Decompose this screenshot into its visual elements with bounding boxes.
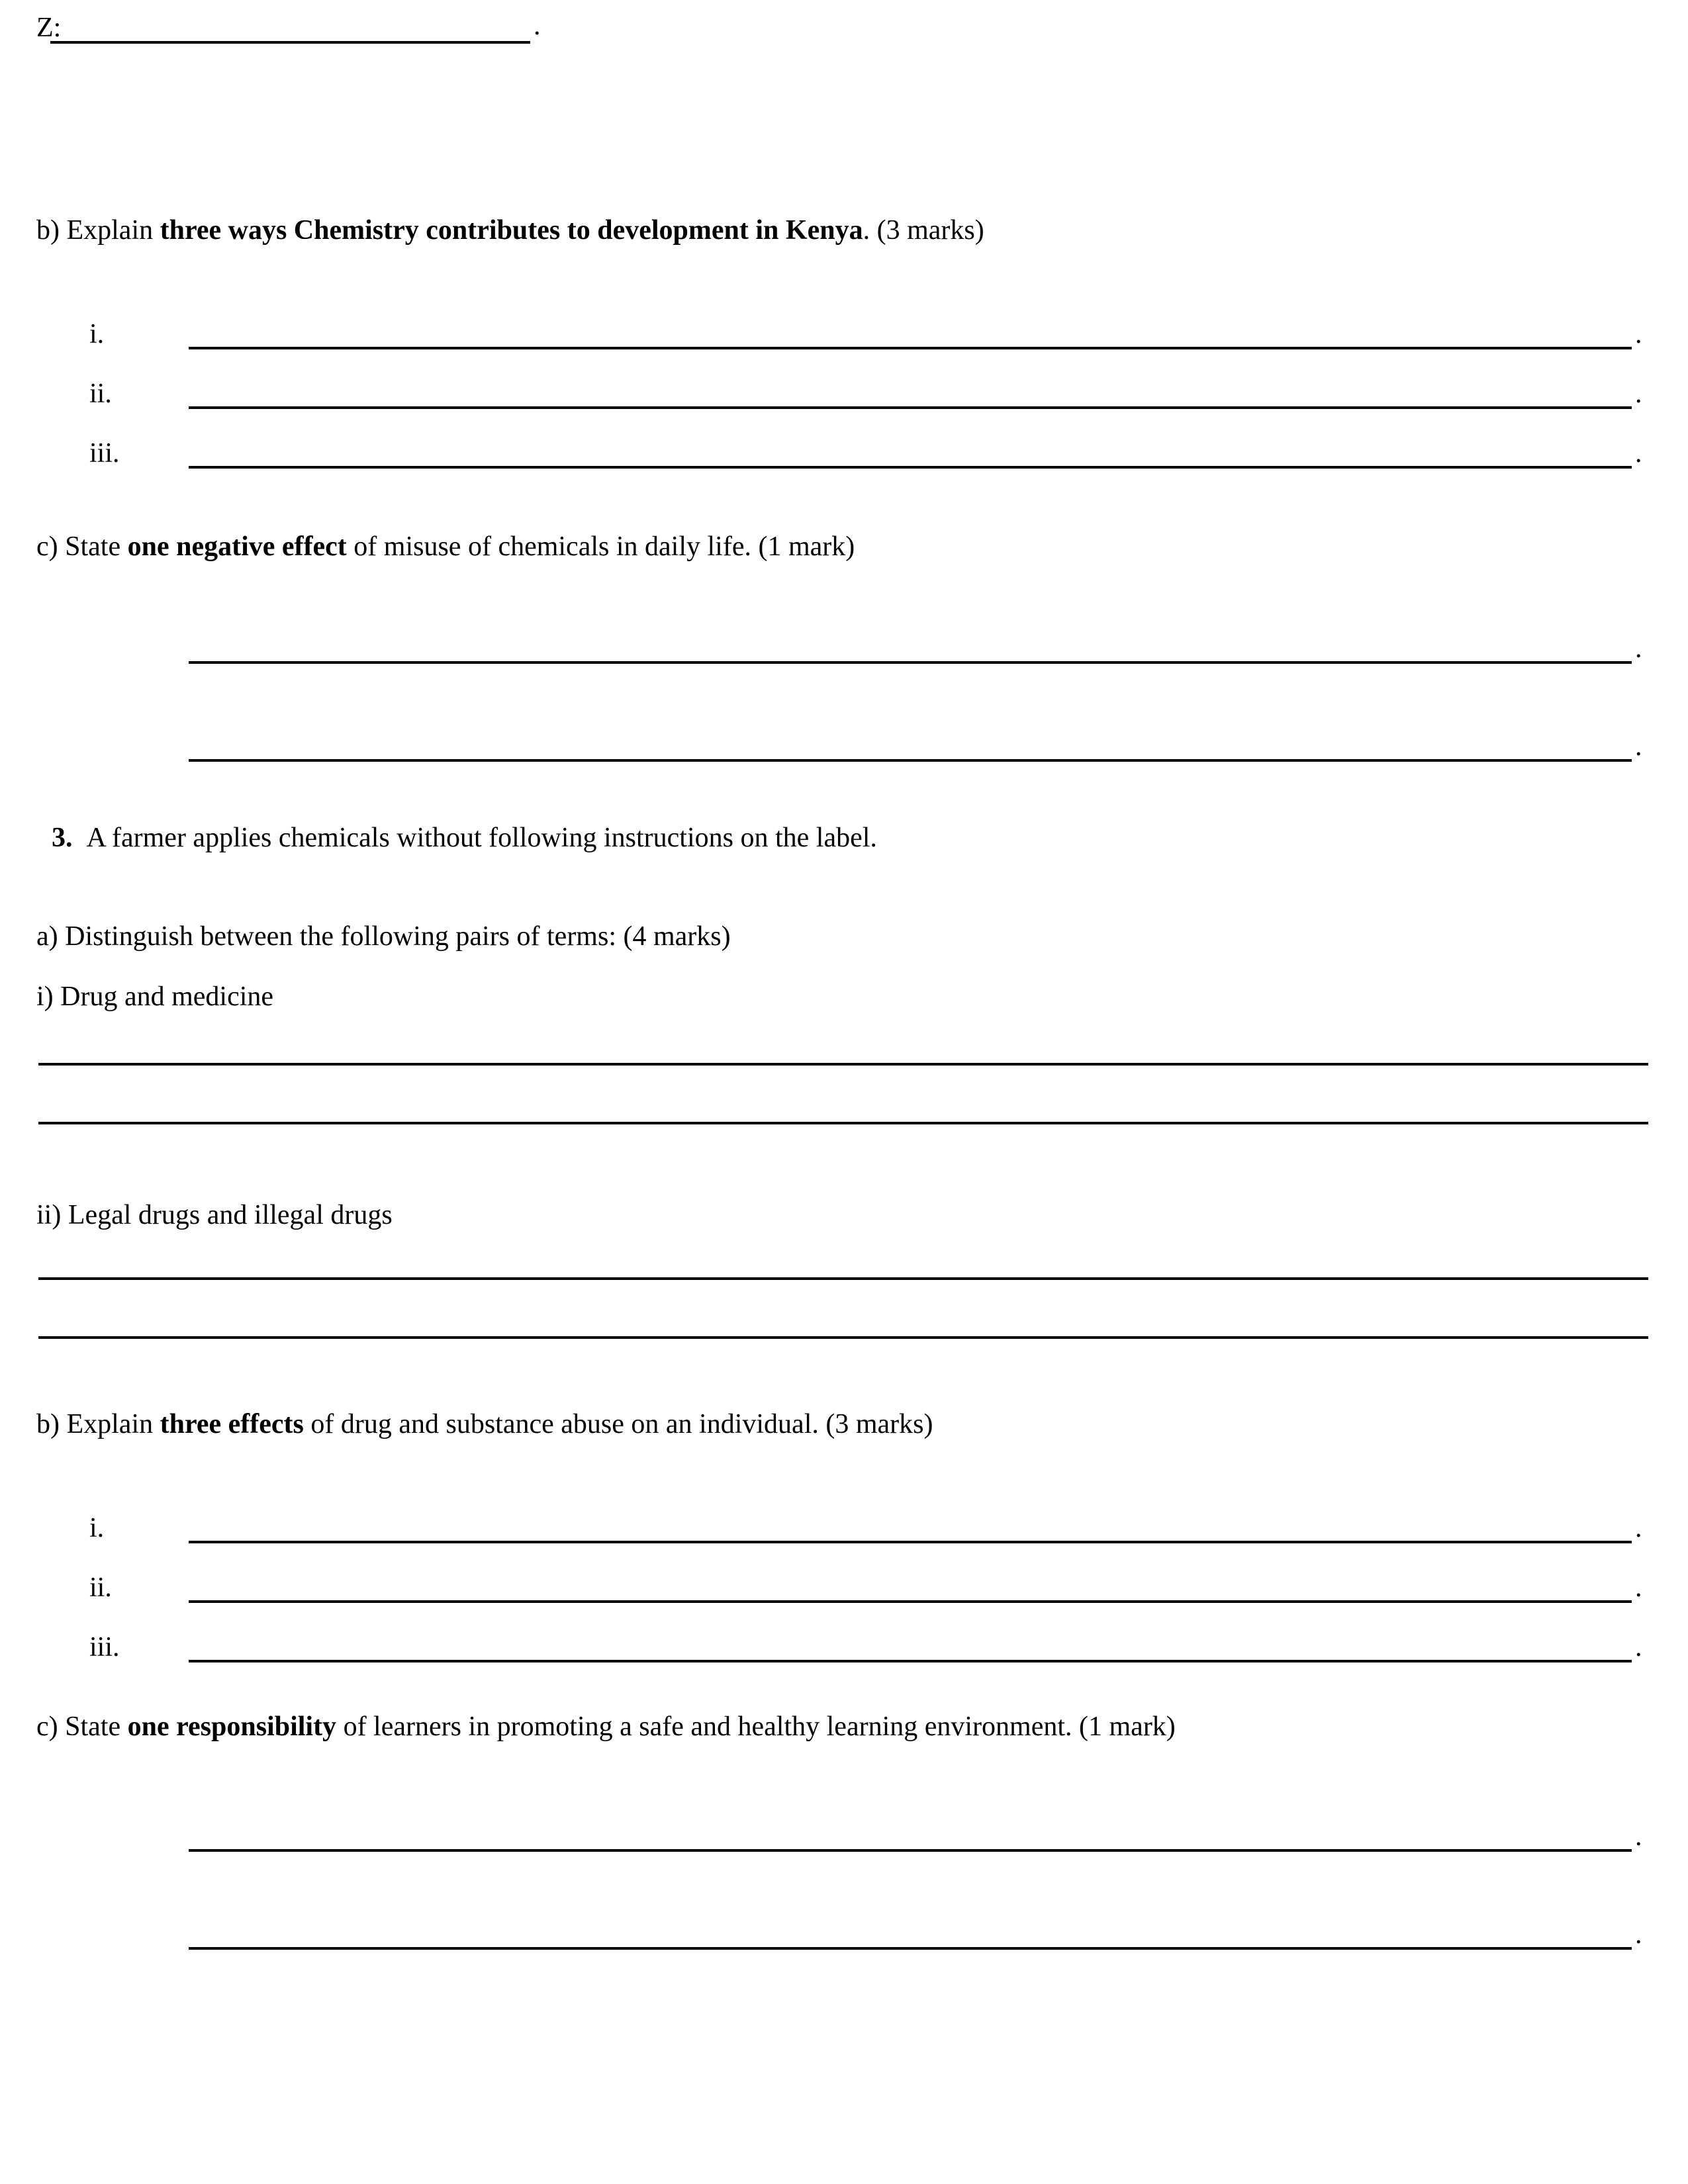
q2c-answer-period-2: . xyxy=(1635,731,1642,762)
q3b-answer-rule-i[interactable] xyxy=(189,1541,1632,1543)
q3-part-b-suffix: of drug and substance abuse on an individual. (3 marks) xyxy=(303,1409,933,1439)
q3c-answer-period-2: . xyxy=(1635,1919,1642,1950)
q2-part-b-suffix: . (3 marks) xyxy=(863,215,984,246)
q2-part-c-bold: one negative effect xyxy=(127,531,347,562)
q3c-answer-period-1: . xyxy=(1635,1821,1642,1852)
z-label-text: Z: xyxy=(36,13,62,43)
q2-part-c-instruction xyxy=(36,531,855,564)
q3-part-b-prefix: b) Explain xyxy=(36,1409,160,1439)
q3-stem-spacer xyxy=(73,823,87,853)
q3-part-c-prefix: c) State xyxy=(36,1711,128,1742)
z-blank-period: . xyxy=(534,11,541,41)
q2b-answer-rule-iii[interactable] xyxy=(189,466,1632,469)
q2-part-c-prefix: c) State xyxy=(36,531,128,562)
q2b-answer-rule-i[interactable] xyxy=(189,347,1632,349)
q2b-item-label-iii: iii. xyxy=(89,438,120,469)
q2b-answer-rule-ii[interactable] xyxy=(189,406,1632,409)
q3b-answer-period-i: . xyxy=(1635,1513,1642,1543)
q3-part-b-instruction xyxy=(36,1408,933,1441)
z-blank-label xyxy=(36,12,61,45)
q3a-pair-ii-rule-2[interactable] xyxy=(38,1336,1648,1339)
q2b-answer-period-iii: . xyxy=(1635,438,1642,469)
q3-part-b-bold: three effects xyxy=(160,1409,304,1439)
q2c-answer-rule-2[interactable] xyxy=(189,759,1632,762)
q3-number: 3. xyxy=(52,823,73,853)
q3b-answer-period-ii: . xyxy=(1635,1572,1642,1603)
q2c-answer-period-1: . xyxy=(1635,633,1642,664)
q2c-answer-rule-1[interactable] xyxy=(189,661,1632,664)
q3-part-c-suffix: of learners in promoting a safe and healthy learning environment. (1 mark) xyxy=(336,1711,1176,1742)
q2-part-c-suffix: of misuse of chemicals in daily life. (1 mark) xyxy=(346,531,855,562)
q2b-item-label-i: i. xyxy=(89,319,105,349)
q3-part-a-instruction: a) Distinguish between the following pairs of terms: (4 marks) xyxy=(36,921,731,952)
q2b-answer-period-i: . xyxy=(1635,319,1642,349)
q2b-answer-period-ii: . xyxy=(1635,379,1642,409)
q3b-item-label-iii: iii. xyxy=(89,1632,120,1662)
q3c-answer-rule-1[interactable] xyxy=(189,1849,1632,1852)
q2-part-b-bold: three ways Chemistry contributes to development in Kenya xyxy=(160,215,863,246)
q3-stem-text: A farmer applies chemicals without following instructions on the label. xyxy=(86,823,877,853)
q3a-pair-label-i: i) Drug and medicine xyxy=(36,981,274,1012)
q3a-pair-ii-rule-1[interactable] xyxy=(38,1277,1648,1280)
q3a-pair-i-rule-2[interactable] xyxy=(38,1122,1648,1124)
q3b-item-label-i: i. xyxy=(89,1513,105,1543)
q3-part-c-instruction xyxy=(36,1711,1176,1744)
q3b-answer-rule-iii[interactable] xyxy=(189,1660,1632,1662)
q3b-item-label-ii: ii. xyxy=(89,1572,112,1603)
q3-stem xyxy=(52,822,877,855)
z-blank-rule[interactable] xyxy=(50,41,530,44)
q3-part-c-bold: one responsibility xyxy=(127,1711,337,1742)
q3a-pair-label-ii: ii) Legal drugs and illegal drugs xyxy=(36,1200,393,1230)
q2-part-b-instruction xyxy=(36,214,984,248)
q2-part-b-prefix: b) Explain xyxy=(36,215,160,246)
q3c-answer-rule-2[interactable] xyxy=(189,1947,1632,1950)
q3b-answer-period-iii: . xyxy=(1635,1632,1642,1662)
q3a-pair-i-rule-1[interactable] xyxy=(38,1063,1648,1066)
q3b-answer-rule-ii[interactable] xyxy=(189,1600,1632,1603)
q2b-item-label-ii: ii. xyxy=(89,379,112,409)
